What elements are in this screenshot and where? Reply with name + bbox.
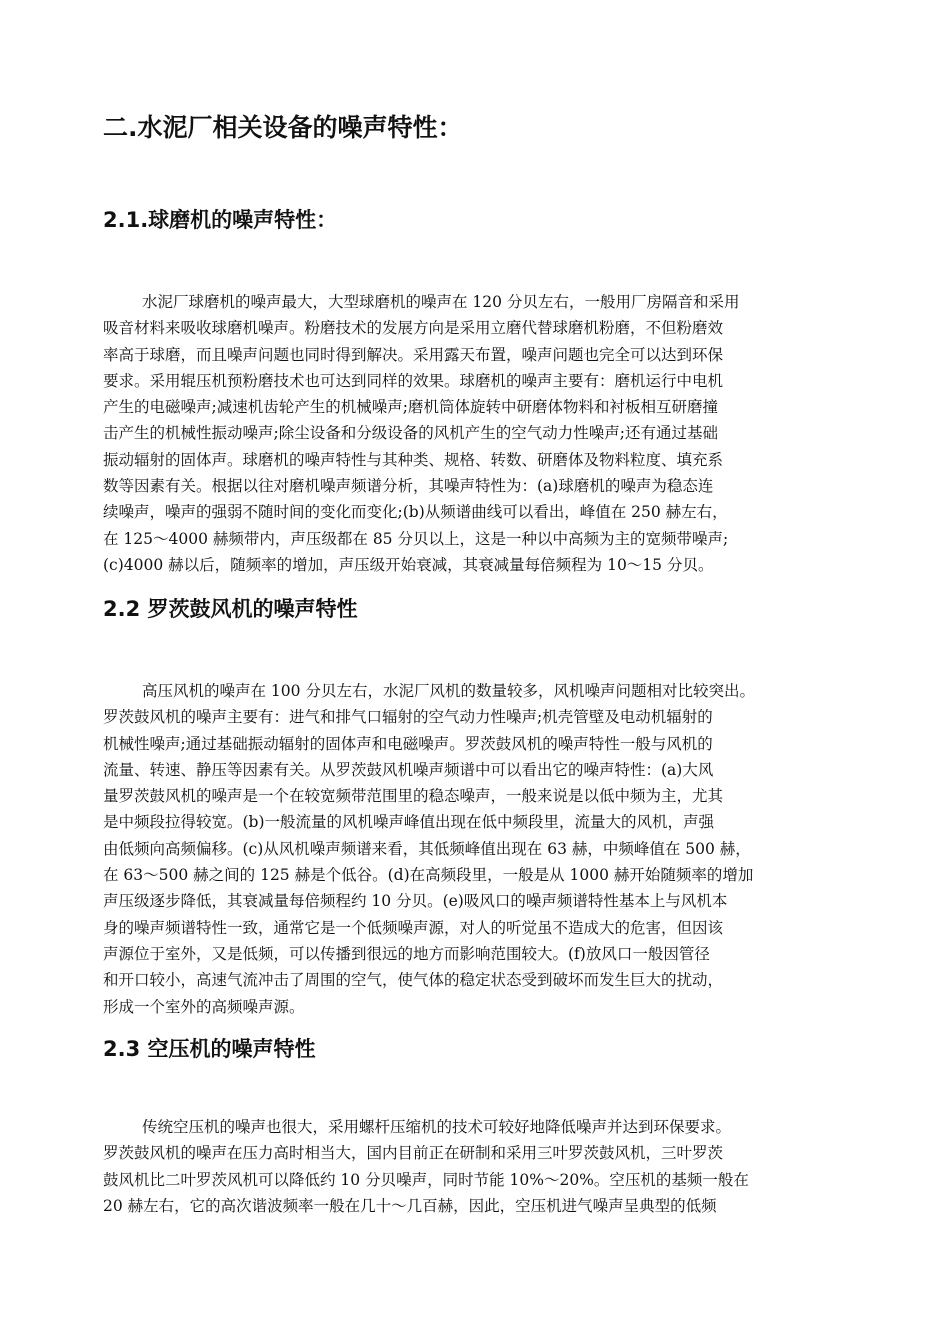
text-line: 在 125～4000 赫频带内，声压级都在 85 分贝以上，这是一种以中高频为主的宽频带噪声;	[103, 529, 729, 548]
section-heading-air-compressor: 2.3 空压机的噪声特性	[103, 1037, 316, 1061]
text-line: 要求。采用辊压机预粉磨技术也可达到同样的效果。球磨机的噪声主要有：磨机运行中电机	[103, 371, 724, 390]
text-line: 20 赫左右，它的高次谐波频率一般在几十～几百赫，因此，空压机进气噪声呈典型的低频	[103, 1196, 717, 1215]
text-line: 是中频段拉得较宽。(b)一般流量的风机噪声峰值出现在低中频段里，流量大的风机，声强	[103, 813, 715, 832]
section-heading-ball-mill: 2.1.球磨机的噪声特性：	[103, 208, 338, 232]
text-line: 传统空压机的噪声也很大，采用螺杆压缩机的技术可较好地降低噪声并达到环保要求。	[142, 1118, 732, 1136]
text-line: 和开口较小，高速气流冲击了周围的空气，使气体的稳定状态受到破坏而发生巨大的扰动，	[103, 971, 724, 990]
text-line: 高压风机的噪声在 100 分贝左右，水泥厂风机的数量较多，风机噪声问题相对比较突出。	[142, 682, 755, 700]
text-line: 续噪声，噪声的强弱不随时间的变化而变化;(b)从频谱曲线可以看出，峰值在 250 赫左右，	[103, 503, 728, 522]
text-line: 罗茨鼓风机的噪声在压力高时相当大，国内目前正在研制和采用三叶罗茨鼓风机，三叶罗茨	[103, 1144, 724, 1163]
section-heading-roots-blower: 2.2 罗茨鼓风机的噪声特性	[103, 597, 358, 621]
text-line: (c)4000 赫以后，随频率的增加，声压级开始衰减，其衰减量每倍频程为 10～15 分贝。	[103, 555, 714, 574]
paragraph-roots-blower	[103, 678, 863, 1020]
text-line: 形成一个室外的高频噪声源。	[103, 997, 305, 1016]
text-line: 机械性噪声;通过基础振动辐射的固体声和电磁噪声。罗茨鼓风机的噪声特性一般与风机的	[103, 734, 713, 753]
text-line: 鼓风机比二叶罗茨风机可以降低约 10 分贝噪声，同时节能 10%～20%。空压机的基频一般在	[103, 1170, 749, 1189]
paragraph-air-compressor	[103, 1114, 863, 1219]
text-line: 量罗茨鼓风机的噪声是一个在较宽频带范围里的稳态噪声，一般来说是以低中频为主，尤其	[103, 787, 724, 806]
text-line: 在 63～500 赫之间的 125 赫是个低谷。(d)在高频段里，一般是从 1000 赫开始随频率的增加	[103, 866, 754, 885]
text-line: 声源位于室外，又是低频，可以传播到很远的地方而影响范围较大。(f)放风口一般因管径	[103, 944, 710, 963]
main-heading: 二.水泥厂相关设备的噪声特性：	[103, 113, 463, 142]
text-line: 水泥厂球磨机的噪声最大，大型球磨机的噪声在 120 分贝左右，一般用厂房隔音和采用	[142, 293, 740, 311]
text-line: 击产生的机械性振动噪声;除尘设备和分级设备的风机产生的空气动力性噪声;还有通过基础	[103, 424, 718, 443]
text-line: 数等因素有关。根据以往对磨机噪声频谱分析，其噪声特性为：(a)球磨机的噪声为稳态连	[103, 477, 714, 496]
text-line: 率高于球磨，而且噪声问题也同时得到解决。采用露天布置，噪声问题也完全可以达到环保	[103, 345, 724, 364]
paragraph-ball-mill	[103, 289, 863, 578]
text-line: 罗茨鼓风机的噪声主要有：进气和排气口辐射的空气动力性噪声;机壳管壁及电动机辐射的	[103, 708, 713, 727]
text-line: 声压级逐步降低，其衰减量每倍频程约 10 分贝。(e)吸风口的噪声频谱特性基本上与风机本	[103, 892, 728, 911]
text-line: 产生的电磁噪声;减速机齿轮产生的机械噪声;磨机筒体旋转中研磨体物料和衬板相互研磨撞	[103, 398, 718, 417]
text-line: 振动辐射的固体声。球磨机的噪声特性与其种类、规格、转数、研磨体及物料粒度、填充系	[103, 450, 724, 469]
text-line: 吸音材料来吸收球磨机噪声。粉磨技术的发展方向是采用立磨代替球磨机粉磨，不但粉磨效	[103, 319, 724, 338]
text-line: 流量、转速、静压等因素有关。从罗茨鼓风机噪声频谱中可以看出它的噪声特性：(a)大风	[103, 760, 714, 779]
text-line: 身的噪声频谱特性一致，通常它是一个低频噪声源，对人的听觉虽不造成大的危害，但因该	[103, 918, 724, 937]
text-line: 由低频向高频偏移。(c)从风机噪声频谱来看，其低频峰值出现在 63 赫，中频峰值在 500 赫，	[103, 839, 751, 858]
